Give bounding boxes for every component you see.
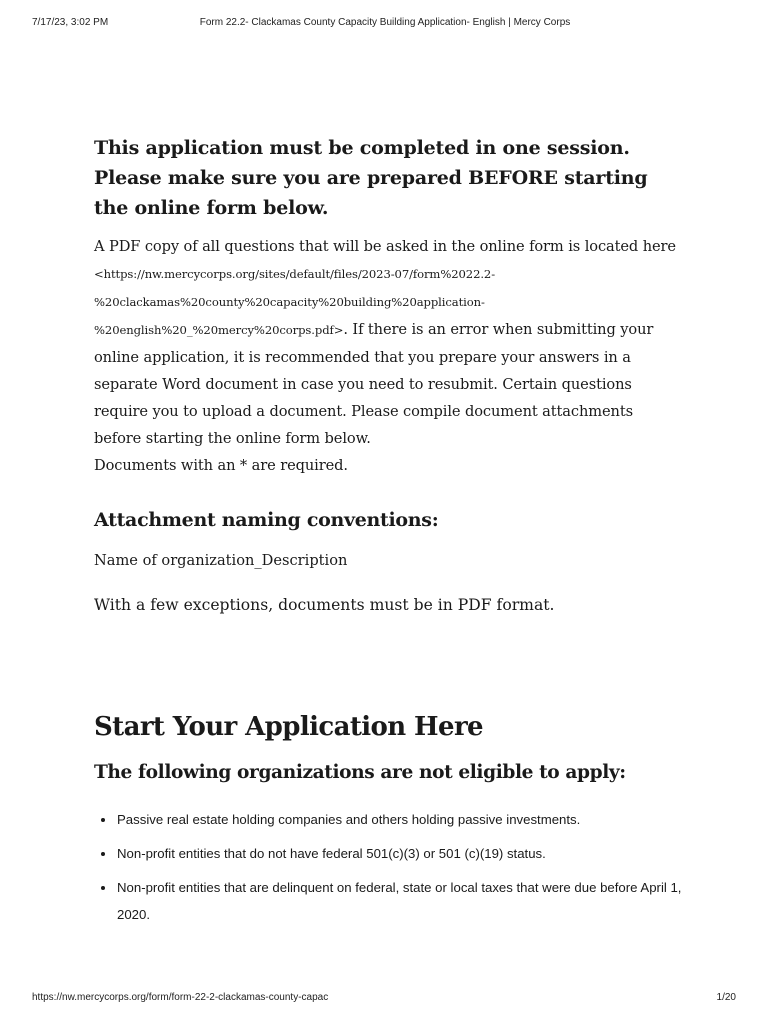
notice-paragraph	[94, 233, 684, 479]
naming-convention-text: Name of organization_Description	[94, 552, 348, 569]
notice-after-link-text: . If there is an error when submitting your online application, it is recommended that you prepare your answers in a separate Word document in case you need to resubmit. Certain questions require you to upload a document. Please compile document attachments before starting the online form below.	[94, 321, 654, 447]
session-notice-heading: This application must be completed in one session. Please make sure you are prepared BEFORE starting the online form below.	[94, 137, 648, 219]
print-header	[0, 17, 770, 33]
list-item: • Passive real estate holding companies and others holding passive investments.	[116, 806, 684, 833]
start-application-heading: Start Your Application Here	[94, 712, 483, 742]
pdf-questions-link[interactable]: <https://nw.mercycorps.org/sites/default/files/2023-07/form%2022.2-%20clackamas%20county%20capacity%20building%20application-%20english%20_%20mercy%20corps.pdf>	[94, 267, 496, 337]
print-datetime: 7/17/23, 3:02 PM	[32, 17, 109, 28]
print-footer	[0, 992, 770, 1008]
required-documents-note: Documents with an * are required.	[94, 457, 348, 474]
pdf-format-note: With a few exceptions, documents must be in PDF format.	[94, 596, 555, 614]
not-eligible-heading: The following organizations are not eligible to apply:	[94, 762, 626, 783]
print-page-title: Form 22.2- Clackamas County Capacity Building Application- English | Mercy Corps	[199, 17, 571, 28]
notice-intro-text: A PDF copy of all questions that will be asked in the online form is located here	[94, 238, 676, 255]
attachment-naming-heading: Attachment naming conventions:	[94, 509, 439, 531]
list-item: • Non-profit entities that are delinquent on federal, state or local taxes that were due before April 1, 2020.	[116, 874, 684, 928]
print-url: https://nw.mercycorps.org/form/form-22-2-clackamas-county-capac	[32, 992, 329, 1003]
main-content	[94, 133, 684, 935]
page-number: 1/20	[716, 992, 736, 1003]
list-item: • Non-profit entities that do not have federal 501(c)(3) or 501 (c)(19) status.	[116, 840, 684, 867]
ineligible-list	[94, 806, 684, 928]
